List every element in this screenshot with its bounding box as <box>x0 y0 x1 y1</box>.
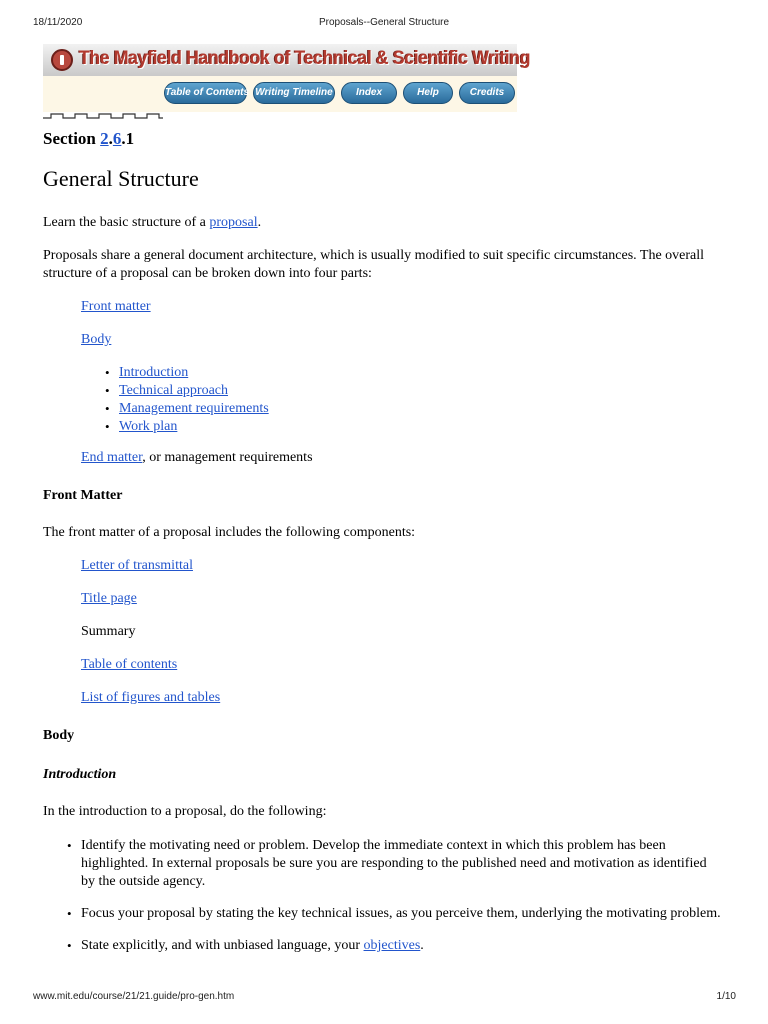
print-page-number: 1/10 <box>716 991 736 1002</box>
list-item: • Identify the motivating need or problem. Develop the immediate context in which this problem has been highlighted. In external proposals be sure you are responding to the published need and motivation as identified by the outside agency. <box>81 837 721 891</box>
section-link-6[interactable]: 6 <box>112 129 122 148</box>
logo-icon <box>51 49 73 71</box>
decorative-wave <box>43 112 163 124</box>
print-date: 18/11/2020 <box>33 17 83 28</box>
front-matter-paragraph: The front matter of a proposal includes the following components: <box>43 525 416 540</box>
introduction-subheading: Introduction <box>43 767 117 782</box>
title-page-link[interactable]: Title page <box>81 591 137 606</box>
introduction-bullets <box>81 837 721 955</box>
nav-writing-timeline[interactable]: Writing Timeline <box>253 82 335 104</box>
print-title: Proposals--General Structure <box>318 17 450 28</box>
management-requirements-link[interactable]: Management requirements <box>119 401 269 416</box>
page-title: General Structure <box>43 166 199 191</box>
introduction-link[interactable]: Introduction <box>119 365 189 380</box>
overview-paragraph: Proposals share a general document architecture, which is usually modified to suit specific circumstances. The overall structure of a proposal can be broken down into four parts: <box>43 248 705 281</box>
body-parts-list <box>119 364 269 436</box>
print-url: www.mit.edu/course/21/21.guide/pro-gen.htm <box>33 991 235 1002</box>
front-matter-heading: Front Matter <box>43 488 123 503</box>
body-link[interactable]: Body <box>81 332 112 347</box>
table-of-contents-link[interactable]: Table of contents <box>81 657 178 672</box>
section-number: Section 2.6.1 <box>43 129 135 148</box>
proposal-link[interactable]: proposal <box>209 215 258 230</box>
end-matter-line: End matter, or management requirements <box>81 450 313 465</box>
list-item: • State explicitly, and with unbiased language, your objectives. <box>81 937 721 955</box>
banner-title: The Mayfield Handbook of Technical & Scientific Writing <box>79 48 531 69</box>
intro-line: Learn the basic structure of a proposal. <box>43 215 262 230</box>
technical-approach-link[interactable]: Technical approach <box>119 383 229 398</box>
section-link-2[interactable]: 2 <box>100 129 109 148</box>
list-item <box>119 400 269 418</box>
nav-table-of-contents[interactable]: Table of Contents <box>164 82 247 104</box>
list-item: • Focus your proposal by stating the key technical issues, as you perceive them, underlying the motivating problem. <box>81 905 721 923</box>
summary-text: Summary <box>81 624 136 639</box>
front-matter-link[interactable]: Front matter <box>81 299 151 314</box>
objectives-link[interactable]: objectives <box>363 938 421 953</box>
body-heading: Body <box>43 728 75 743</box>
list-item <box>119 418 269 436</box>
list-item <box>119 364 269 382</box>
work-plan-link[interactable]: Work plan <box>119 419 178 434</box>
banner-title-bar <box>43 44 531 77</box>
list-of-figures-link[interactable]: List of figures and tables <box>81 690 221 705</box>
list-item <box>119 382 269 400</box>
nav-index[interactable]: Index <box>341 82 397 104</box>
nav-credits[interactable]: Credits <box>459 82 515 104</box>
introduction-paragraph: In the introduction to a proposal, do the following: <box>43 804 327 819</box>
nav-help[interactable]: Help <box>403 82 453 104</box>
letter-of-transmittal-link[interactable]: Letter of transmittal <box>81 558 193 573</box>
end-matter-link[interactable]: End matter <box>81 450 143 465</box>
handbook-banner <box>43 44 531 112</box>
